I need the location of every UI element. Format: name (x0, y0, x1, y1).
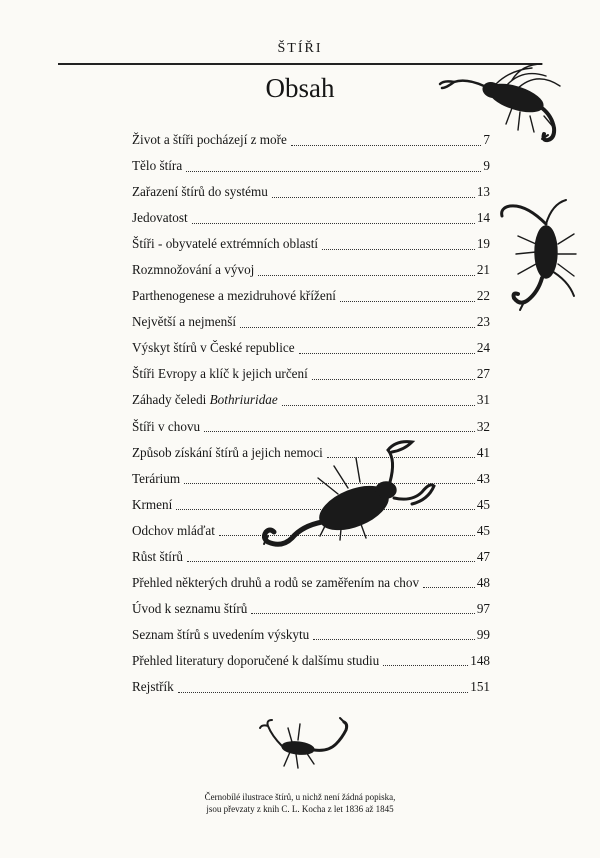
dot-leader (240, 327, 475, 328)
toc-entry (132, 257, 490, 283)
toc-entry-page-number: 48 (476, 574, 490, 590)
toc-entry-title-text: Seznam štírů s uvedením výskytu (132, 626, 310, 642)
dot-leader (186, 171, 481, 172)
toc-entry-title-text: Štíři v chovu (132, 418, 201, 434)
toc-entry-page-number: 13 (476, 184, 490, 200)
table-of-contents (132, 127, 490, 700)
scorpion-illustration-right (494, 196, 584, 318)
scorpion-illustration-center (262, 436, 438, 566)
dot-leader (258, 275, 474, 276)
toc-entry-page-number: 148 (470, 652, 490, 668)
toc-entry-title-text: Štíři Evropy a klíč k jejich určení (132, 366, 308, 382)
toc-entry-page-number: 24 (476, 340, 490, 356)
toc-entry-title-text: Jedovatost (132, 210, 188, 226)
toc-entry-page-number: 151 (470, 678, 490, 694)
dot-leader (313, 639, 475, 640)
toc-entry-page-number: 41 (476, 444, 490, 460)
toc-entry-title-text: Terárium (132, 470, 181, 486)
toc-entry-title-text: Výskyt štírů v České republice (132, 340, 295, 356)
toc-entry-page-number: 22 (476, 288, 490, 304)
toc-entry-title (132, 674, 174, 700)
toc-entry-title-text: Parthenogenese a mezidruhové křížení (132, 288, 336, 304)
toc-entry-page-number: 45 (476, 522, 490, 538)
toc-entry (132, 179, 490, 205)
toc-entry-title-text: Zařazení štírů do systému (132, 184, 268, 200)
toc-entry-title (132, 283, 336, 309)
toc-entry (132, 674, 490, 700)
toc-entry-title (132, 205, 188, 231)
dot-leader (383, 665, 468, 666)
toc-entry-title-text: Rejstřík (132, 678, 174, 694)
dot-leader (423, 587, 475, 588)
toc-entry-page-number: 32 (476, 418, 490, 434)
toc-entry-page-number: 7 (483, 132, 490, 147)
dot-leader (322, 249, 475, 250)
dot-leader (178, 692, 468, 693)
toc-entry-title (132, 622, 309, 648)
toc-entry (132, 283, 490, 309)
dot-leader (312, 379, 475, 380)
toc-entry-title-text: Tělo štíra (132, 158, 183, 174)
toc-entry (132, 335, 490, 361)
toc-entry (132, 570, 490, 596)
scorpion-illustration-top-right (436, 62, 588, 152)
toc-entry-page-number: 45 (476, 496, 490, 512)
toc-entry-title-text: Odchov mláďat (132, 522, 215, 538)
toc-entry-page-number: 21 (476, 262, 490, 278)
running-head: ŠTÍŘI (277, 41, 323, 56)
toc-entry-page-number: 19 (476, 236, 490, 252)
toc-entry-title (132, 127, 287, 153)
toc-entry-title (132, 153, 182, 179)
toc-entry (132, 648, 490, 674)
toc-entry-title-text: Záhady čeledi (132, 392, 207, 408)
toc-entry-title-text: Život a štíři pocházejí z moře (132, 132, 287, 147)
toc-entry-title-text: Růst štírů (132, 548, 183, 564)
toc-entry-page-number: 31 (476, 392, 490, 408)
toc-entry (132, 153, 490, 179)
caption-line-2: jsou převzaty z knih C. L. Kocha z let 1836 až 1845 (206, 804, 394, 814)
toc-entry-page-number: 14 (476, 210, 490, 226)
toc-entry-title-text: Největší a nejmenší (132, 314, 237, 330)
illustration-caption (0, 791, 600, 815)
toc-entry-title-text: Rozmnožování a vývoj (132, 262, 255, 278)
dot-leader (282, 405, 475, 406)
toc-entry-title (132, 570, 419, 596)
toc-entry (132, 205, 490, 231)
page-title: Obsah (265, 73, 335, 103)
dot-leader (272, 197, 475, 198)
toc-entry-title (132, 596, 247, 622)
toc-entry-title (132, 335, 295, 361)
toc-entry-title-italic: Bothriuridae (209, 392, 278, 408)
toc-entry-title (132, 648, 379, 674)
toc-entry-title-text: Úvod k seznamu štírů (132, 600, 248, 616)
toc-entry-title (132, 414, 200, 440)
toc-entry-title-text: Štíři - obyvatelé extrémních oblastí (132, 236, 319, 252)
dot-leader (299, 353, 475, 354)
dot-leader (204, 431, 475, 432)
caption-line-1: Černobílé ilustrace štírů, u nichž není žádná popiska, (204, 792, 396, 802)
toc-entry-title (132, 309, 236, 335)
toc-entry-page-number: 99 (476, 626, 490, 642)
toc-entry-page-number: 23 (476, 314, 490, 330)
toc-entry (132, 309, 490, 335)
toc-entry-title-text: Přehled některých druhů a rodů se zaměřením na chov (132, 574, 420, 590)
toc-entry-page-number: 47 (476, 548, 490, 564)
toc-entry-title-text: Přehled literatury doporučené k dalšímu studiu (132, 652, 380, 668)
toc-entry-page-number: 43 (476, 470, 490, 486)
toc-entry-title (132, 387, 278, 413)
toc-entry-title-text: Krmení (132, 496, 173, 512)
dot-leader (251, 613, 474, 614)
toc-entry-title (132, 231, 318, 257)
toc-entry-title (132, 466, 180, 492)
toc-entry-page-number: 27 (476, 366, 490, 382)
toc-entry-page-number: 97 (476, 600, 490, 616)
toc-entry (132, 622, 490, 648)
toc-entry-title (132, 492, 172, 518)
toc-entry-page-number: 9 (483, 158, 490, 174)
dot-leader (340, 301, 475, 302)
scorpion-illustration-bottom (258, 714, 358, 774)
toc-entry (132, 361, 490, 387)
toc-entry (132, 387, 490, 413)
toc-entry-title (132, 179, 268, 205)
toc-entry-title (132, 544, 183, 570)
toc-entry-title (132, 257, 254, 283)
toc-entry-title-text: Způsob získání štírů a jejich nemoci (132, 444, 323, 460)
toc-entry-title (132, 518, 215, 544)
dot-leader (192, 223, 475, 224)
toc-entry (132, 231, 490, 257)
toc-entry (132, 596, 490, 622)
toc-entry-title (132, 361, 308, 387)
